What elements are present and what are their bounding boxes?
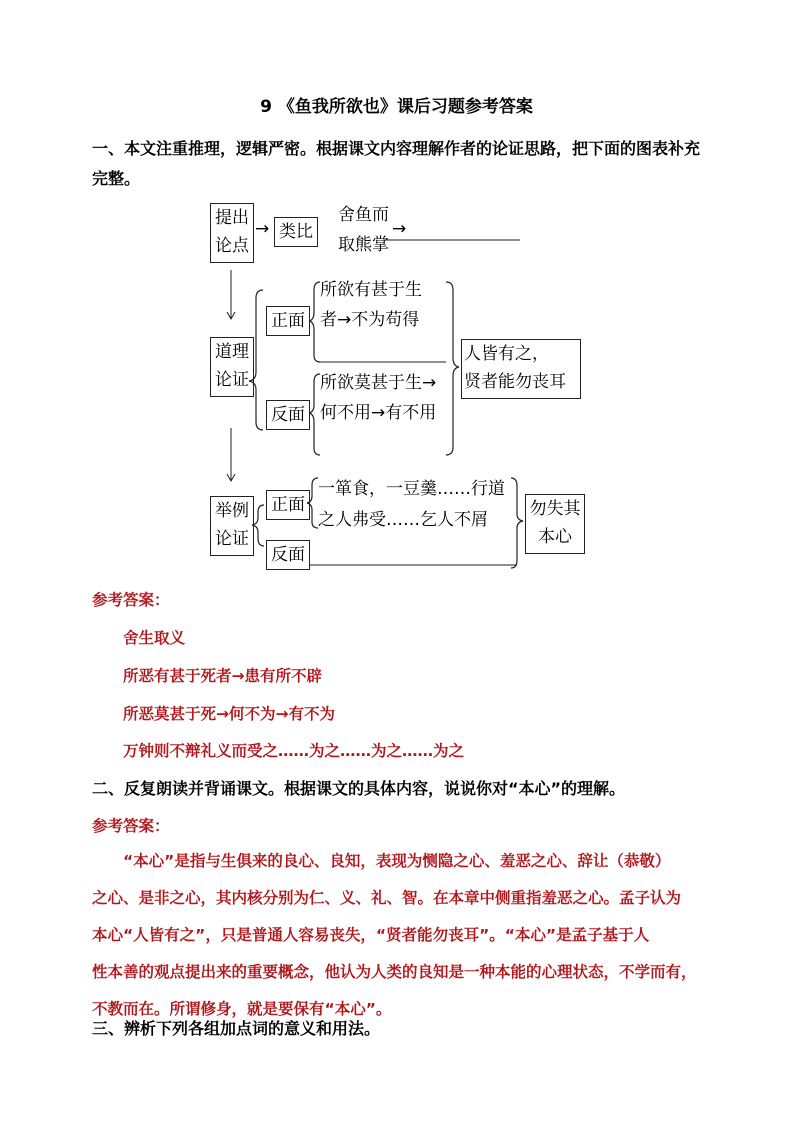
question-1-line-2: 完整。 bbox=[92, 169, 141, 188]
example-text-2: 之人弗受……乞人不屑 bbox=[318, 510, 488, 530]
box-propose-thesis bbox=[210, 203, 254, 263]
answer-2-line-5: 不教而在。所谓修身，就是要保有“本心”。 bbox=[92, 1000, 392, 1018]
answer-2-line-2: 之心、是非之心，其内核分别为仁、义、礼、智。在本章中侧重指羞恶之心。孟子认为 bbox=[92, 889, 682, 907]
box-example-line-1: 举例 bbox=[215, 501, 249, 521]
answer-1-item-4: 万钟则不辩礼义而受之……为之……为之……为之 bbox=[123, 742, 465, 760]
answer-2-paragraph bbox=[92, 843, 704, 1028]
box-example-line-2: 论证 bbox=[215, 529, 249, 549]
box-analogy: 类比 bbox=[274, 217, 318, 247]
positive-text-1: 所欲有甚于生 bbox=[320, 280, 422, 300]
box-reasoning-line-1: 道理 bbox=[215, 342, 249, 362]
box-reasoning-argument bbox=[210, 337, 254, 397]
text-sheyu-1: 舍鱼而 bbox=[338, 205, 389, 225]
question-2: 二、反复朗读并背诵课文。根据课文的具体内容，说说你对“本心”的理解。 bbox=[92, 779, 626, 798]
page-title: 9 《鱼我所欲也》课后习题参考答案 bbox=[260, 97, 533, 117]
text-sheyu-2: 取熊掌 bbox=[338, 235, 389, 255]
box-everyone-has bbox=[461, 339, 581, 399]
example-text-1: 一箪食，一豆羹……行道 bbox=[318, 479, 505, 499]
box-propose-thesis-line-2: 论点 bbox=[215, 236, 249, 256]
answer-1-label: 参考答案： bbox=[92, 591, 170, 609]
answer-1-item-3: 所恶莫甚于死→何不为→有不为 bbox=[123, 705, 335, 723]
box-do-not-lose-line-2: 本心 bbox=[538, 527, 572, 547]
box-reasoning-line-2: 论证 bbox=[215, 370, 249, 390]
box-positive-2: 正面 bbox=[266, 490, 310, 520]
box-everyone-has-line-1: 人皆有之， bbox=[464, 344, 549, 364]
answer-2-line-3: 本心“人皆有之”，只是普通人容易丧失，“贤者能勿丧耳”。“本心”是孟子基于人 bbox=[92, 926, 650, 944]
box-negative: 反面 bbox=[266, 400, 310, 430]
box-everyone-has-line-2: 贤者能勿丧耳 bbox=[464, 372, 566, 392]
box-do-not-lose bbox=[525, 494, 585, 554]
arrow-1: → bbox=[255, 219, 270, 239]
box-propose-thesis-line-1: 提出 bbox=[215, 208, 249, 228]
answer-1-item-2: 所恶有甚于死者→患有所不辟 bbox=[123, 667, 322, 685]
arrow-2: → bbox=[392, 219, 407, 239]
answer-1-item-1: 舍生取义 bbox=[123, 629, 186, 647]
positive-text-2: 者→不为苟得 bbox=[320, 310, 420, 330]
answer-2-line-1: “本心”是指与生俱来的良心、良知，表现为恻隐之心、羞恶之心、辞让（恭敬） bbox=[92, 852, 671, 870]
negative-text-2: 何不用→有不用 bbox=[320, 403, 437, 423]
box-negative-2: 反面 bbox=[266, 540, 310, 570]
box-positive: 正面 bbox=[266, 306, 310, 336]
answer-2-line-4: 性本善的观点提出来的重要概念，他认为人类的良知是一种本能的心理状态，不学而有， bbox=[92, 963, 697, 981]
box-do-not-lose-line-1: 勿失其 bbox=[529, 499, 581, 519]
negative-text-1: 所欲莫甚于生→ bbox=[320, 373, 437, 393]
question-3: 三、辨析下列各组加点词的意义和用法。 bbox=[92, 1019, 381, 1038]
answer-2-label: 参考答案： bbox=[92, 817, 170, 835]
question-1-line-1: 一、本文注重推理，逻辑严密。根据课文内容理解作者的论证思路，把下面的图表补充 bbox=[92, 139, 701, 158]
box-example-argument bbox=[210, 496, 254, 556]
